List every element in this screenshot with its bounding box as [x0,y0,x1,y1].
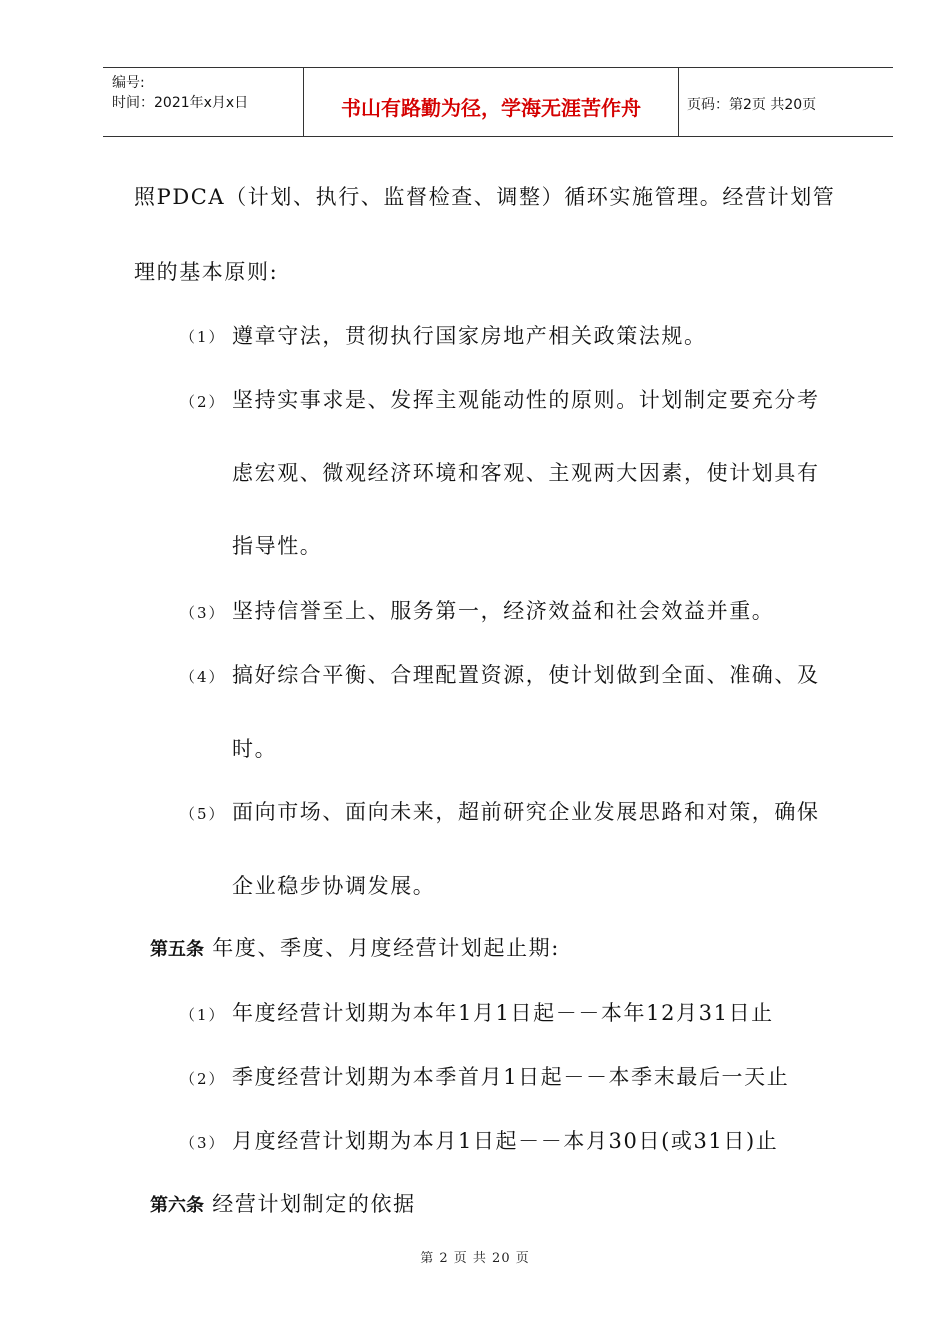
list-item-text: 月度经营计划期为本月1日起－－本月30日(或31日)止 [232,1129,779,1153]
article-label: 第六条 [150,1195,204,1216]
list-item-text: 时。 [232,737,278,761]
list-item-text: 季度经营计划期为本季首月1日起－－本季末最后一天止 [232,1065,790,1089]
body-paragraph-line: 照PDCA（计划、执行、监督检查、调整）循环实施管理。经营计划管 [134,185,836,209]
number-label: 编号: [112,75,145,91]
list-item-text: 遵章守法，贯彻执行国家房地产相关政策法规。 [232,324,707,348]
header-right-cell [678,68,893,136]
list-item-number: （1） [180,328,226,346]
header-motto: 书山有路勤为径，学海无涯苦作舟 [341,96,641,120]
article-label: 第五条 [150,939,204,960]
list-item-text: 面向市场、面向未来，超前研究企业发展思路和对策，确保 [232,800,820,824]
list-item-number: （2） [180,1070,226,1088]
article-title: 经营计划制定的依据 [212,1192,416,1216]
header-middle-cell [303,68,679,136]
list-item-text: 指导性。 [232,534,323,558]
time-label: 时间：2021年x月x日 [112,95,249,111]
list-item-text: 企业稳步协调发展。 [232,874,436,898]
list-item-number: （4） [180,668,226,686]
list-item-text: 坚持信誉至上、服务第一，经济效益和社会效益并重。 [232,599,775,623]
list-item-text: 坚持实事求是、发挥主观能动性的原则。计划制定要充分考 [232,388,820,412]
article-heading [150,1188,416,1218]
list-item-number: （2） [180,393,226,411]
list-item-number: （5） [180,805,226,823]
list-item-text: 年度经营计划期为本年1月1日起－－本年12月31日止 [232,1001,774,1025]
page-indicator: 页码：第2页 共20页 [687,97,817,113]
list-item-number: （3） [180,1134,226,1152]
page-footer: 第 2 页 共 20 页 [420,1251,530,1266]
list-item-text: 搞好综合平衡、合理配置资源，使计划做到全面、准确、及 [232,663,820,687]
list-item-number: （1） [180,1006,226,1024]
article-title: 年度、季度、月度经营计划起止期: [212,936,560,960]
body-paragraph-line: 理的基本原则: [134,260,279,284]
article-heading [150,932,560,962]
header-left-cell [103,68,303,136]
list-item-text: 虑宏观、微观经济环境和客观、主观两大因素，使计划具有 [232,461,820,485]
list-item-number: （3） [180,604,226,622]
document-header [103,67,893,137]
